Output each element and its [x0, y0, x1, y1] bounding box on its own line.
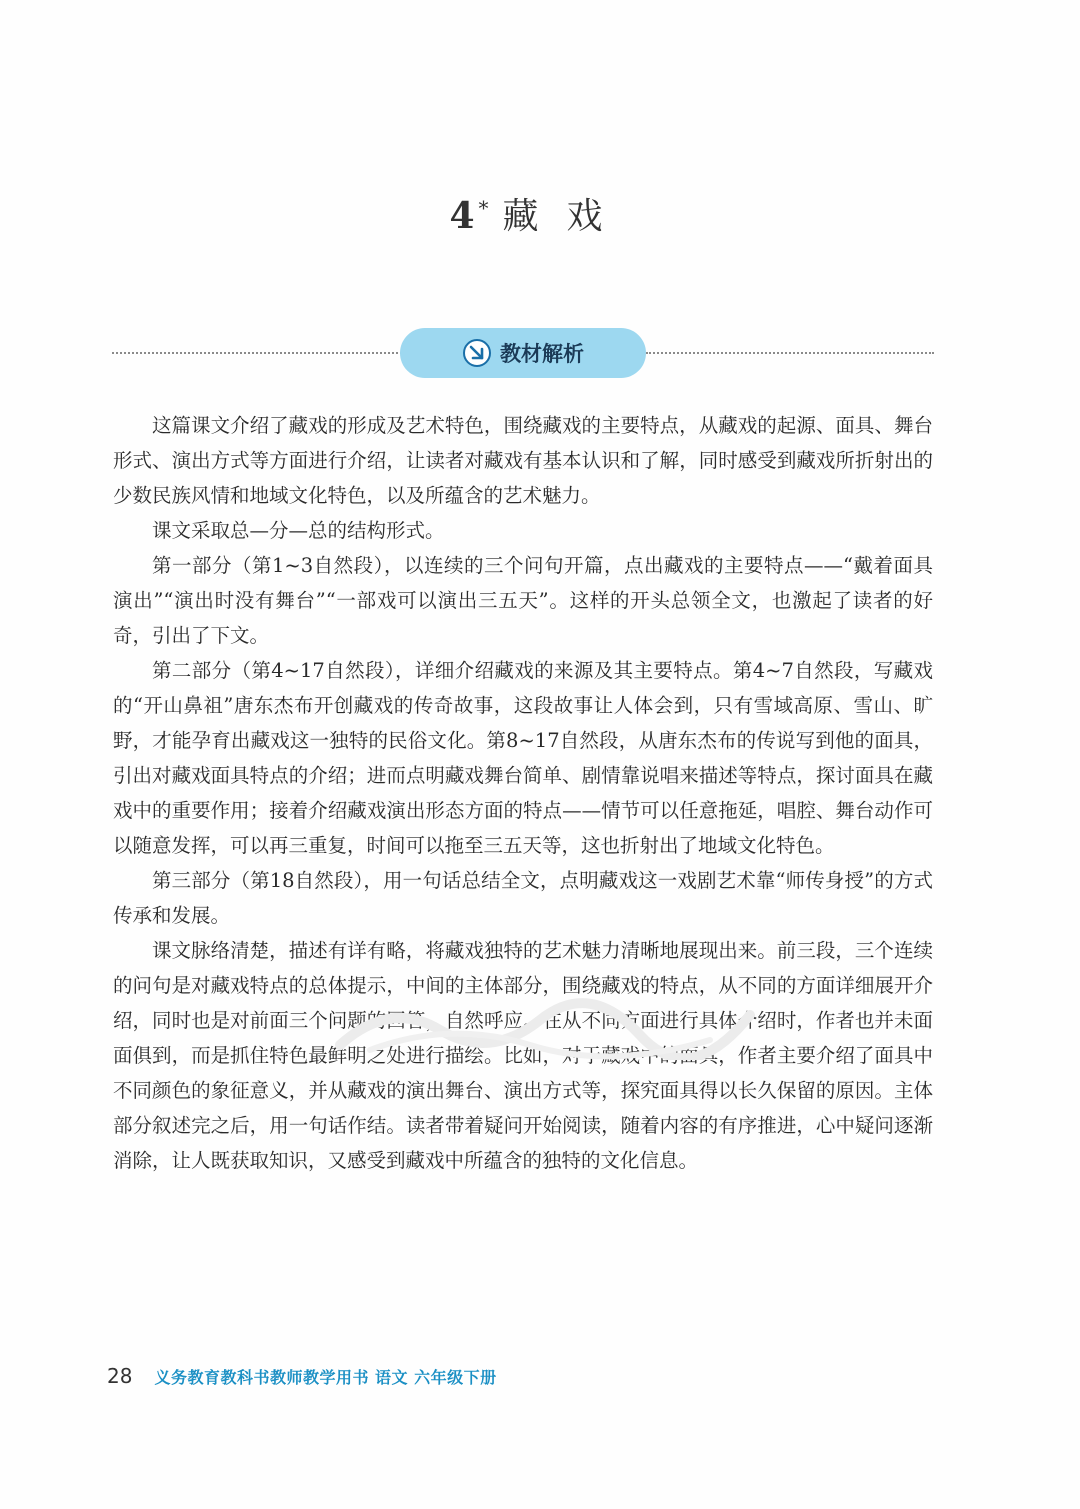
arrow-down-right-circle-icon	[462, 338, 492, 368]
paragraph-part-three: 第三部分（第18自然段），用一句话总结全文，点明藏戏这一戏剧艺术靠“师传身授”的方式传承和发展。	[113, 869, 933, 927]
lesson-title	[0, 188, 1080, 239]
section-divider-left	[112, 352, 402, 354]
lesson-optional-marker: *	[478, 196, 491, 220]
analysis-body	[113, 408, 933, 1178]
section-label: 教材解析	[500, 342, 584, 366]
section-divider-right	[646, 352, 934, 354]
paragraph-part-one: 第一部分（第1~3自然段），以连续的三个问句开篇，点出藏戏的主要特点——“戴着面具演出”“演出时没有舞台”“一部戏可以演出三五天”。这样的开头总领全文，也激起了读者的好奇，引出了下文。	[113, 554, 933, 647]
paragraph-part-two: 第二部分（第4~17自然段），详细介绍藏戏的来源及其主要特点。第4~7自然段，写藏戏的“开山鼻祖”唐东杰布开创藏戏的传奇故事，这段故事让人体会到，只有雪域高原、雪山、旷野，才能孕育出藏戏这一独特的民俗文化。第8~17自然段，从唐东杰布的传说写到他的面具，引出对藏戏面具特点的介绍；进而点明藏戏舞台简单、剧情靠说唱来描述等特点，探讨面具在藏戏中的重要作用；接着介绍藏戏演出形态方面的特点——情节可以任意拖延，唱腔、舞台动作可以随意发挥，可以再三重复，时间可以拖至三五天等，这也折射出了地域文化特色。	[113, 659, 933, 857]
page-footer	[107, 1364, 497, 1388]
paragraph-summary: 课文脉络清楚，描述有详有略，将藏戏独特的艺术魅力清晰地展现出来。前三段，三个连续的问句是对藏戏特点的总体提示，中间的主体部分，围绕藏戏的特点，从不同的方面详细展开介绍，同时也是对前面三个问题的回答，自然呼应。在从不同方面进行具体介绍时，作者也并未面面俱到，而是抓住特色最鲜明之处进行描绘。比如，对于藏戏中的面具，作者主要介绍了面具中不同颜色的象征意义，并从藏戏的演出舞台、演出方式等，探究面具得以长久保留的原因。主体部分叙述完之后，用一句话作结。读者带着疑问开始阅读，随着内容的有序推进，心中疑问逐渐消除，让人既获取知识，又感受到藏戏中所蕴含的独特的文化信息。	[113, 939, 933, 1172]
section-header	[112, 328, 934, 378]
section-pill	[400, 328, 646, 378]
lesson-number: 4	[449, 195, 477, 237]
paragraph-structure: 课文采取总—分—总的结构形式。	[152, 519, 445, 542]
lesson-name: 藏戏	[502, 196, 631, 237]
paragraph-intro: 这篇课文介绍了藏戏的形成及艺术特色，围绕藏戏的主要特点，从藏戏的起源、面具、舞台形式、演出方式等方面进行介绍，让读者对藏戏有基本认识和了解，同时感受到藏戏所折射出的少数民族风情和地域文化特色，以及所蕴含的艺术魅力。	[113, 414, 933, 507]
page-number: 28	[107, 1364, 133, 1388]
book-title: 义务教育教科书教师教学用书 语文 六年级下册	[154, 1368, 497, 1387]
